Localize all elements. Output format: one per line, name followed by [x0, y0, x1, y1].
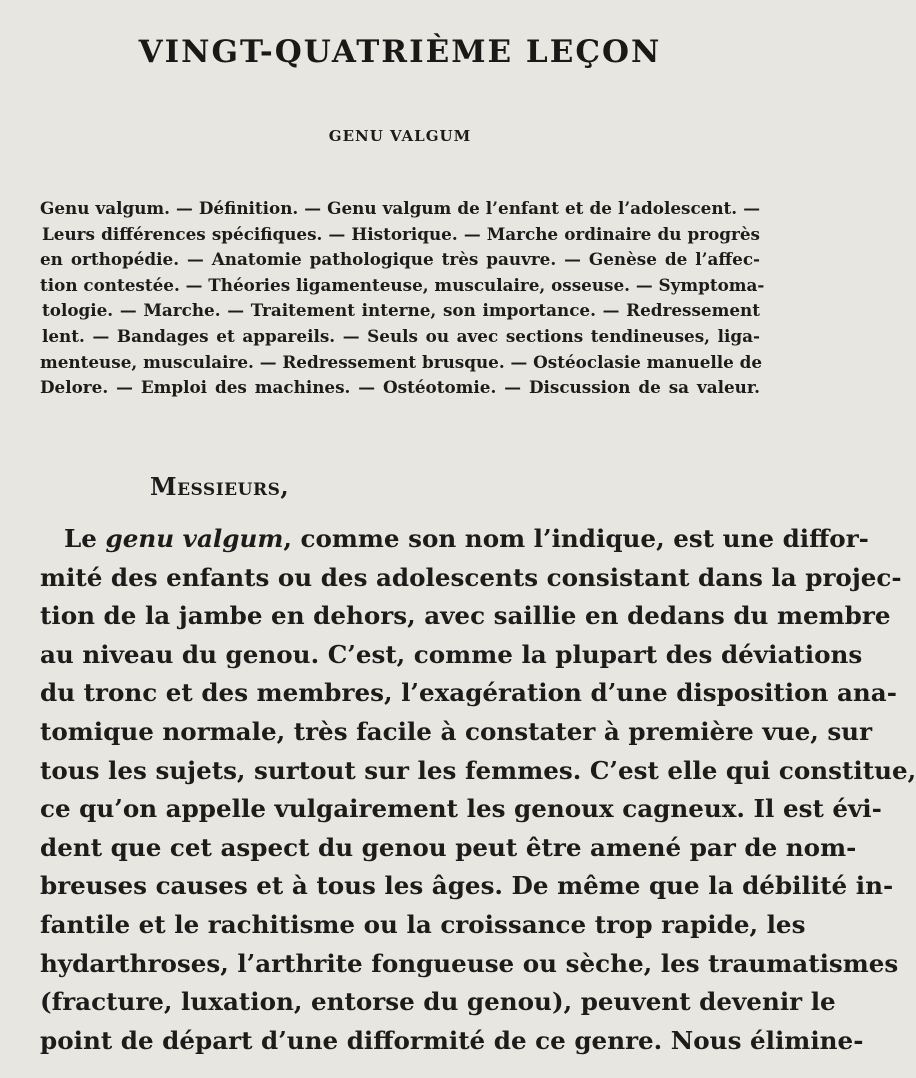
- body-line: [40, 520, 869, 559]
- body-line: au niveau du genou. C’est, comme la plupart des déviations: [40, 639, 863, 669]
- body-line: (fracture, luxation, entorse du genou), peuvent devenir le: [40, 987, 836, 1017]
- body-line: tomique normale, très facile à constater à première vue, sur: [40, 716, 873, 746]
- summary-line: menteuse, musculaire. — Redressement brusque. — Ostéoclasie manuelle de: [40, 351, 763, 372]
- summary-line: tion contestée. — Théories ligamenteuse, musculaire, osseuse. — Symptoma-: [40, 274, 765, 295]
- body-line: du tronc et des membres, l’exagération d’une disposition ana-: [40, 678, 897, 708]
- body-line: point de départ d’une difformité de ce genre. Nous élimine-: [40, 1025, 864, 1055]
- body-line: tion de la jambe en dehors, avec saillie en dedans du membre: [40, 601, 891, 631]
- chapter-summary: [40, 196, 765, 401]
- chapter-title: VINGT-QUATRIÈME LEÇON: [138, 34, 662, 70]
- body-line: hydarthroses, l’arthrite fongueuse ou sèche, les traumatismes: [40, 948, 899, 978]
- body-line-prefix: Le: [64, 524, 106, 553]
- summary-line: en orthopédie. — Anatomie pathologique très pauvre. — Genèse de l’affec-: [40, 249, 760, 270]
- summary-line: lent. — Bandages et appareils. — Seuls ou avec sections tendineuses, liga-: [42, 325, 760, 346]
- salutation: Messieurs,: [150, 472, 290, 501]
- body-line: breuses causes et à tous les âges. De même que la débilité in-: [40, 871, 894, 901]
- summary-line: tologie. — Marche. — Traitement interne, son importance. — Redressement: [42, 300, 760, 321]
- summary-line: Genu valgum. — Définition. — Genu valgum de l’enfant et de l’adolescent. —: [40, 198, 760, 218]
- body-line: tous les sujets, surtout sur les femmes. C’est elle qui constitue,: [40, 755, 916, 785]
- body-line-suffix: , comme son nom l’indique, est une diffor-: [283, 524, 869, 553]
- body-line: dent que cet aspect du genou peut être amené par de nom-: [40, 832, 857, 862]
- section-title: GENU VALGUM: [328, 127, 472, 145]
- summary-line: Leurs différences spécifiques. — Historique. — Marche ordinaire du progrès: [42, 223, 760, 244]
- italic-term: genu valgum: [105, 524, 284, 553]
- summary-line: Delore. — Emploi des machines. — Ostéotomie. — Discussion de sa valeur.: [40, 377, 760, 398]
- body-line: fantile et le rachitisme ou la croissance trop rapide, les: [40, 909, 806, 939]
- body-text: [40, 520, 916, 1060]
- body-line: mité des enfants ou des adolescents consistant dans la projec-: [40, 562, 902, 592]
- body-line: ce qu’on appelle vulgairement les genoux cagneux. Il est évi-: [40, 794, 882, 824]
